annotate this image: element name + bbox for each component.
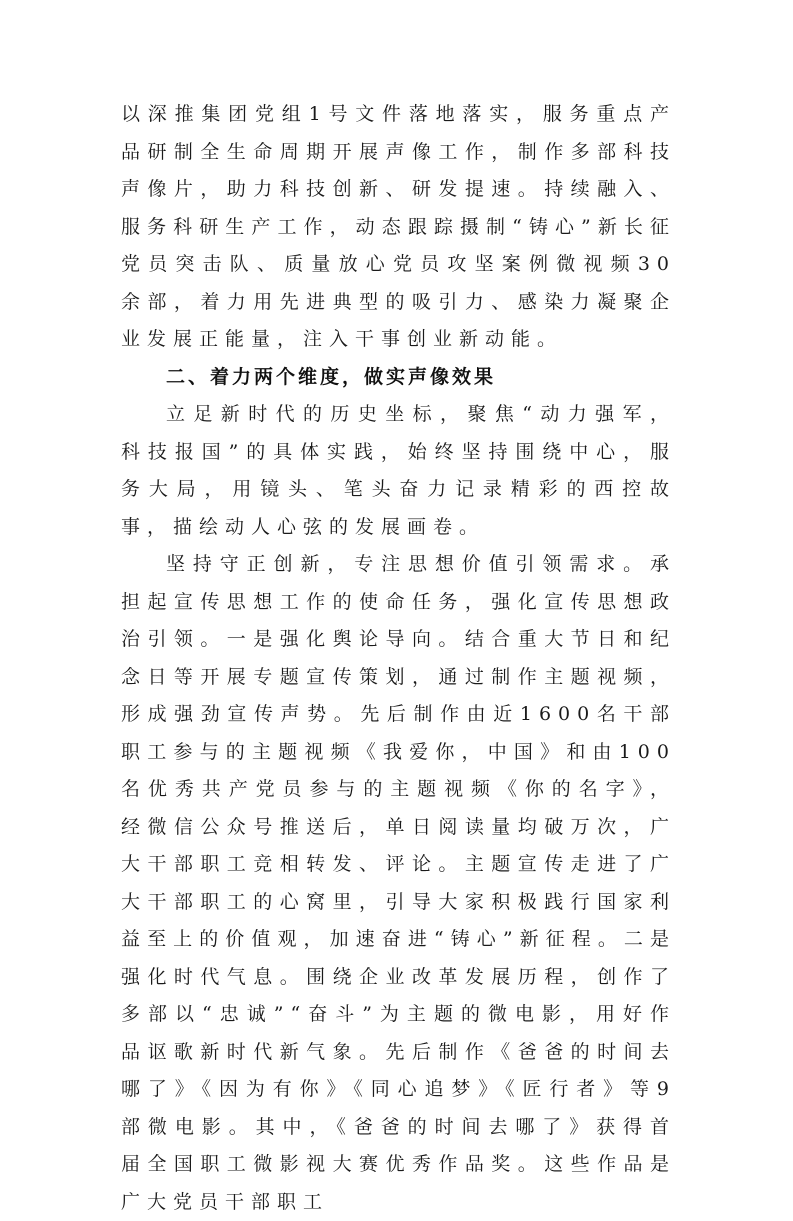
section-heading: 二、着力两个维度，做实声像效果 xyxy=(166,365,497,388)
paragraph-continuation: 以深推集团党组1号文件落地落实，服务重点产品研制全生命周期开展声像工作，制作多部科技声像片，助力科技创新、研发提速。持续融入、服务科研生产工作，动态跟踪摄制“铸心”新长征党员突击队、质量放心党员攻坚案例微视频30余部，着力用先进典型的吸引力、感染力凝聚企业发展正能量，注入干事创业新动能。 xyxy=(121,103,676,350)
paragraph-body: 坚持守正创新，专注思想价值引领需求。承担起宣传思想工作的使命任务，强化宣传思想政治引领。一是强化舆论导向。结合重大节日和纪念日等开展专题宣传策划，通过制作主题视频，形成强劲宣传声势。先后制作由近1600名干部职工参与的主题视频《我爱你，中国》和由100名优秀共产党员参与的主题视频《你的名字》，经微信公众号推送后，单日阅读量均破万次，广大干部职工竞相转发、评论。主题宣传走进了广大干部职工的心窝里，引导大家积极践行国家利益至上的价值观，加速奋进“铸心”新征程。二是强化时代气息。围绕企业改革发展历程，创作了多部以“忠诚”“奋斗”为主题的微电影，用好作品讴歌新时代新气象。先后制作《爸爸的时间去哪了》《因为有你》《同心追梦》《匠行者》等9部微电影。其中，《爸爸的时间去哪了》获得首届全国职工微影视大赛优秀作品奖。这些作品是广大党员干部职工 xyxy=(121,553,676,1213)
paragraph-intro: 立足新时代的历史坐标，聚焦“动力强军，科技报国”的具体实践，始终坚持围绕中心，服务大局，用镜头、笔头奋力记录精彩的西控故事，描绘动人心弦的发展画卷。 xyxy=(121,403,676,538)
document-page xyxy=(121,96,676,1221)
